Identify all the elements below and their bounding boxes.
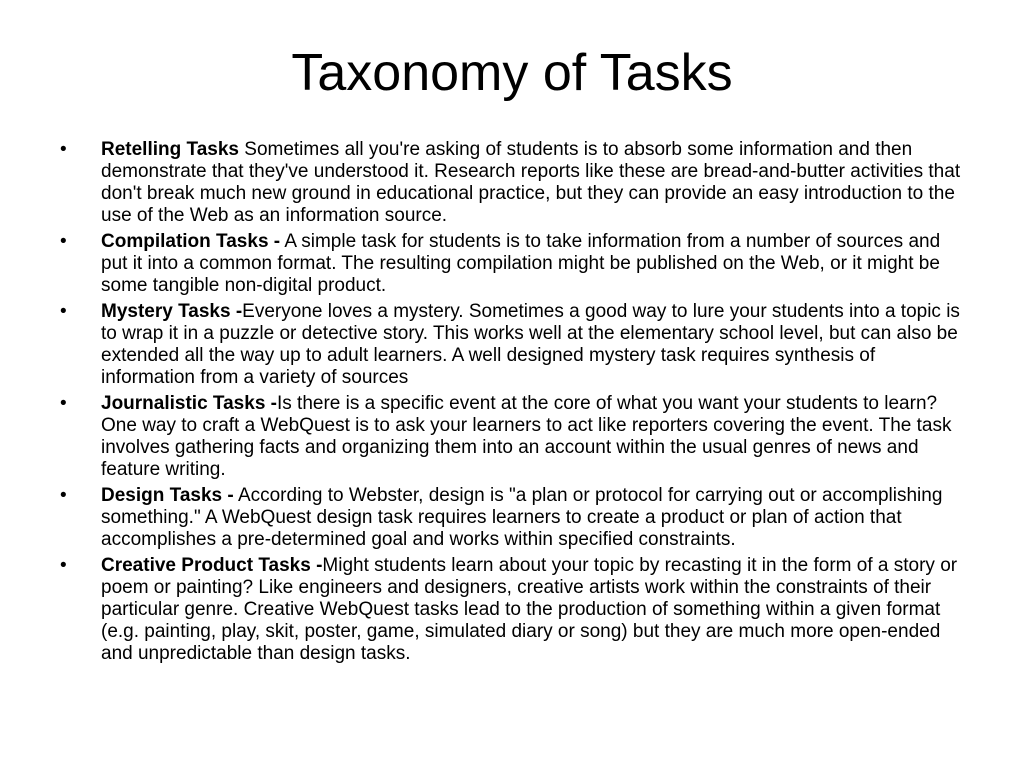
list-item-mystery-tasks — [60, 301, 970, 389]
list-item-journalistic-tasks — [60, 393, 970, 481]
list-item-retelling-tasks — [60, 139, 970, 227]
bullet-text: According to Webster, design is "a plan or protocol for carrying out or accomplishing something." A WebQuest design task requires learners to create a product or plan of action that accomplishes a pre-determined goal and works within specified constraints. — [101, 485, 943, 550]
bullet-icon: • — [60, 139, 67, 160]
bullet-heading: Mystery Tasks - — [101, 301, 243, 322]
bullet-heading: Design Tasks - — [101, 485, 234, 506]
bullet-icon: • — [60, 393, 67, 414]
bullet-icon: • — [60, 301, 67, 322]
list-item-design-tasks — [60, 485, 970, 551]
bullet-heading: Compilation Tasks - — [101, 231, 281, 252]
list-item-creative-product-tasks — [60, 555, 970, 665]
bullet-icon: • — [60, 231, 67, 252]
bullet-text: Everyone loves a mystery. Sometimes a good way to lure your students into a topic is to wrap it in a puzzle or detective story. This works well at the elementary school level, but can also be extended all the way up to adult learners. A well designed mystery task requires synthesis of information from a variety of sources — [101, 301, 960, 388]
bullet-text: Is there is a specific event at the core of what you want your students to learn? One way to craft a WebQuest is to ask your learners to act like reporters covering the event. The task involves gathering facts and organizing them into an account within the usual genres of news and feature writing. — [101, 393, 952, 480]
bullet-text: Might students learn about your topic by recasting it in the form of a story or poem or painting? Like engineers and designers, creative artists work within the constraints of their particular genre. Creative WebQuest tasks lead to the production of something within a given format (e.g. painting, play, skit, poster, game, simulated diary or song) but they are much more open-ended and unpredictable than design tasks. — [101, 555, 958, 664]
bullet-heading: Retelling Tasks — [101, 139, 239, 160]
list-item-compilation-tasks — [60, 231, 970, 297]
bullet-text: A simple task for students is to take information from a number of sources and put it into a common format. The resulting compilation might be published on the Web, or it might be some tangible non-digital product. — [101, 231, 941, 296]
bullet-heading: Creative Product Tasks - — [101, 555, 323, 576]
bullet-icon: • — [60, 555, 67, 576]
bullet-heading: Journalistic Tasks - — [101, 393, 277, 414]
bullet-icon: • — [60, 485, 67, 506]
bullet-list — [60, 139, 970, 669]
bullet-text: Sometimes all you're asking of students is to absorb some information and then demonstrate that they've understood it. Research reports like these are bread-and-butter activities that don't break much new ground in educational practice, but they can provide an easy introduction to the use of the Web as an information source. — [101, 139, 961, 226]
slide-title: Taxonomy of Tasks — [291, 44, 733, 102]
